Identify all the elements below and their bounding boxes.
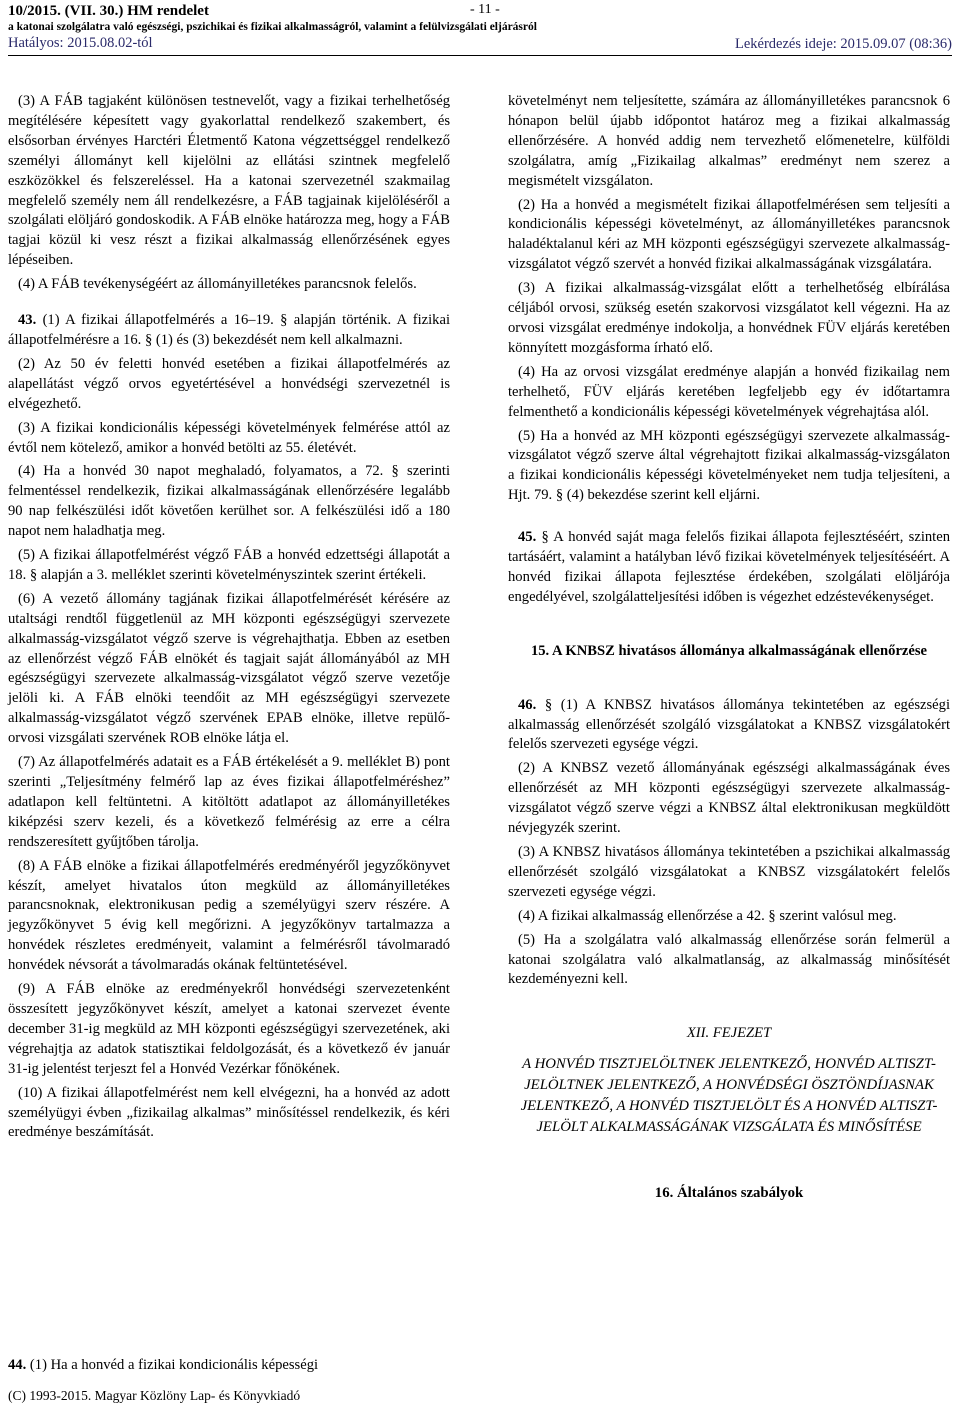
section-number: 44. <box>8 1357 27 1373</box>
section-number: 43. <box>18 312 37 329</box>
page-header <box>8 2 952 52</box>
paragraph-text: § A honvéd saját maga felelős fizikai állapota fejlesztéséért, szinten tartásáért, valamint a hatályban lévő fizikai követelmények teljesítéséért. A honvéd fizikai állapota fejlesztése érdekében, szolgálati elöljárója engedélyével, szolgálatteljesítési időben is végezhet edzéstevékenységet. <box>508 529 950 605</box>
paragraph: (5) Ha a szolgálatra való alkalmasság ellenőrzése során felmerül a katonai szolgálatra való alkalmatlanság, az alkalmasság minősítését kezdeményezni kell. <box>508 931 950 988</box>
subsection-heading: 16. Általános szabályok <box>654 1185 804 1202</box>
left-column <box>8 92 450 1147</box>
paragraph: (4) Ha az orvosi vizsgálat eredménye alapján a honvéd fizikailag nem terhelhető, FÜV eljárás keretében legfeljebb egy év időtartamra felmenthető a kondicionális képességi követelmények végrehajtása alól. <box>508 363 950 420</box>
paragraph-text: (1) A fizikai állapotfelmérés a 16–19. § alapján történik. A fizikai állapotfelmérésre a 16. § (1) és (3) bekezdését nem kell alkalmazni. <box>8 312 450 348</box>
section-number: 45. <box>518 529 537 546</box>
paragraph-45 <box>508 528 950 608</box>
section-number: 46. <box>518 696 537 713</box>
paragraph: (7) Az állapotfelmérés adatait es a FÁB értékelését a 9. melléklet B) pont szerinti „Teljesítmény felmérő lap az éves fizikai állapotfelméréshez” adatlapon kell feltüntetni. A kitöltött adatlapot az állományilletékes kiképzési szerv kezeli, és a következő felmérésig az erre a célra rendszeresített gyűjtőben tárolja. <box>8 754 450 850</box>
paragraph: (3) A fizikai kondicionális képességi követelmények felmérése attól az évtől nem kötelező, amikor a honvéd betölti az 55. életévét. <box>8 419 450 456</box>
paragraph-text: (1) Ha a honvéd a fizikai kondicionális képességi <box>29 1357 319 1373</box>
paragraph-text: § (1) A KNBSZ hivatásos állománya tekintetében az egészségi alkalmasság ellenőrzését szolgáló vizsgálatokat a KNBSZ vizsgálatokért felelős szervezeti egysége végzi. <box>508 696 950 753</box>
paragraph: (8) A FÁB elnöke a fizikai állapotfelmérés eredményéről jegyzőkönyvet készít, amelyet hivatalos úton megküld az állományilletékes parancsnoknak, elektronikusan pedig a személyügyi szerv részére. A jegyzőkönyvet 5 évig kell megőrizni. A jegyzőkönyv tartalmazza a honvédek részletes eredményeit, valamint a felmérésről távolmaradó honvédek névsorát a távolmaradás okának feltüntetésével. <box>8 857 450 974</box>
paragraph: (3) A KNBSZ hivatásos állománya tekintetében a pszichikai alkalmasság ellenőrzését szolgáló vizsgálatokat a KNBSZ vizsgálatokért felelős szervezeti egysége végzi. <box>508 844 950 900</box>
paragraph: (4) A fizikai alkalmasság ellenőrzése a 42. § szerint valósul meg. <box>518 907 897 924</box>
page-number: - 11 - <box>470 2 500 17</box>
paragraph: (3) A fizikai alkalmasság-vizsgálat előtt a terhelhetőség elbírálása céljából orvosi, szükség esetén szakorvosi vizsgálatot kell végezni. Ha az orvosi vizsgálat eredménye indokolja, a honvédnek FÜV eljárás keretében könnyített mozgásforma írható elő. <box>508 280 950 356</box>
paragraph-43-1 <box>8 311 450 351</box>
paragraph: (4) Ha a honvéd 30 napot meghaladó, folyamatos, a 72. § szerinti felmentéssel rendelkezik, fizikai alkalmasságának ellenőrzésére legalább 90 nap felkészülési időt követően kerülhet sor. A felkészülési idő a 180 napot nem haladhatja meg. <box>8 463 450 540</box>
chapter-number: XII. FEJEZET <box>686 1025 772 1042</box>
paragraph: (5) Ha a honvéd az MH központi egészségügyi szervezete alkalmasság-vizsgálatot végző szerve által végrehajtott fizikai alkalmasság-vizsgálaton a fizikai kondicionális képességi követelményeket nem tudja teljesíteni, a Hjt. 79. § (4) bekezdése szerint kell eljárni. <box>508 427 950 504</box>
paragraph: (5) A fizikai állapotfelmérést végző FÁB a honvéd edzettségi állapotát a 18. § alapján a 3. melléklet szerinti követelményszintek szerint értékeli. <box>8 547 450 583</box>
effective-date: Hatályos: 2015.08.02-tól <box>8 35 153 51</box>
document-title: 10/2015. (VII. 30.) HM rendelet <box>8 3 209 19</box>
paragraph: (2) A KNBSZ vezető állományának egészségi alkalmasságának éves ellenőrzését az MH központi egészségügyi szervezete alkalmasság-vizsgálatot végző szerve végzi a KNBSZ által elektronikusan megküldött névjegyzék szerint. <box>508 760 950 837</box>
paragraph: (3) A FÁB tagjaként különösen testnevelőt, vagy a fizikai terhelhetőség megítélésére képesített vagy gyakorlattal rendelkező szakembert, és elsősorban érvényes Harctéri Életmentő Katona végzettséggel rendelkező személyi állományt kell kijelölni az ellátási szintnek megfelelő eszközökkel és felszereléssel. Ha a katonai szervezetnél szakmailag megfelelő személy nem áll rendelkezésre, a FÁB tagjainak kijelöléséről a szolgálati elöljáró gondoskodik. A FÁB elnöke határozza meg, hogy a FÁB tagjai közül ki vesz részt a fizikai alkalmasság ellenőrzésének egyes lépéseiben. <box>8 93 450 269</box>
paragraph: (2) Az 50 év feletti honvéd esetében a fizikai állapotfelmérés az alapellátást végző orvos egyetértésével a honvédségi szervezetnél is elvégezhető. <box>8 355 450 412</box>
paragraph: (4) A FÁB tevékenységéért az állományilletékes parancsnok felelős. <box>18 276 417 293</box>
query-date: Lekérdezés ideje: 2015.09.07 (08:36) <box>734 36 952 52</box>
header-divider <box>8 55 952 56</box>
paragraph-44-1 <box>8 1357 450 1374</box>
chapter-title: A HONVÉD TISZTJELÖLTNEK JELENTKEZŐ, HONVÉD ALTISZT-JELÖLTNEK JELENTKEZŐ, A HONVÉDSÉGI ÖSZTÖNDÍJASNAK JELENTKEZŐ, A HONVÉD TISZTJELÖLT ÉS A HONVÉD ALTISZT-JELÖLT ALKALMASSÁGÁNAK VIZSGÁLATA ÉS MINŐSÍTÉSE <box>520 1056 938 1136</box>
paragraph: követelményt nem teljesítette, számára az állományilletékes parancsnok 6 hónapon belül újabb időpontot határoz meg a fizikai alkalmasság ellenőrzésére. A honvéd addig nem tervezhető előmenetelre, külföldi szolgálatra, amíg „Fizikailag alkalmas” eredményt nem szerez a megismételt vizsgálaton. <box>508 93 950 189</box>
page-footer: (C) 1993-2015. Magyar Közlöny Lap- és Könyvkiadó <box>8 1388 301 1403</box>
paragraph-46-1 <box>508 696 950 756</box>
paragraph: (2) Ha a honvéd a megismételt fizikai állapotfelmérésen sem teljesíti a kondicionális képességi követelményt, az állományilletékes parancsnok haladéktalanul kéri az MH központi egészségügyi szervezete alkalmasság-vizsgálatot végző szervét a honvéd fizikai alkalmasságának vizsgálatára. <box>508 196 950 273</box>
right-column <box>508 92 950 1204</box>
document-subtitle: a katonai szolgálatra való egészségi, pszichikai és fizikai alkalmasságról, valamint a felülvizsgálati eljárásról <box>8 21 537 33</box>
paragraph: (9) A FÁB elnöke az eredményekről honvédségi szervezetenként összesített jegyzőkönyvet készít, amelyet a katonai szervezet évente december 31-ig megküld az MH központi egészségügyi szervezetének, aki végrehajtja az adatok statisztikai feldolgozását, és a következő év január 31-ig jelentést terjeszt fel a Honvéd Vezérkar főnökének. <box>8 981 450 1077</box>
paragraph: (10) A fizikai állapotfelmérést nem kell elvégezni, ha a honvéd az adott személyügyi évben „fizikailag alkalmas” minősítéssel rendelkezik, és kéri eredménye beszámítását. <box>8 1084 450 1141</box>
paragraph: (6) A vezető állomány tagjának fizikai állapotfelmérését kérésére az utaltsági rendtől függetlenül az MH központi egészségügyi szervezete alkalmasság-vizsgálatot végző szerve is végrehajthatja. Ebben az esetben az ellenőrzést végző FÁB elnökét és tagjait saját állományából az MH egészségügyi szervezete alkalmasság-vizsgálatot végző szerve vezetője jelöli ki. A FÁB elnöki teendőit az MH egészségügyi szervezete alkalmasság-vizsgálatot végző szervének EPAB elnöke, illetve repülő-orvosi vizsgálati szervének ROB elnöke látja el. <box>8 590 450 747</box>
section-heading: 15. A KNBSZ hivatásos állománya alkalmasságának ellenőrzése <box>530 642 928 659</box>
